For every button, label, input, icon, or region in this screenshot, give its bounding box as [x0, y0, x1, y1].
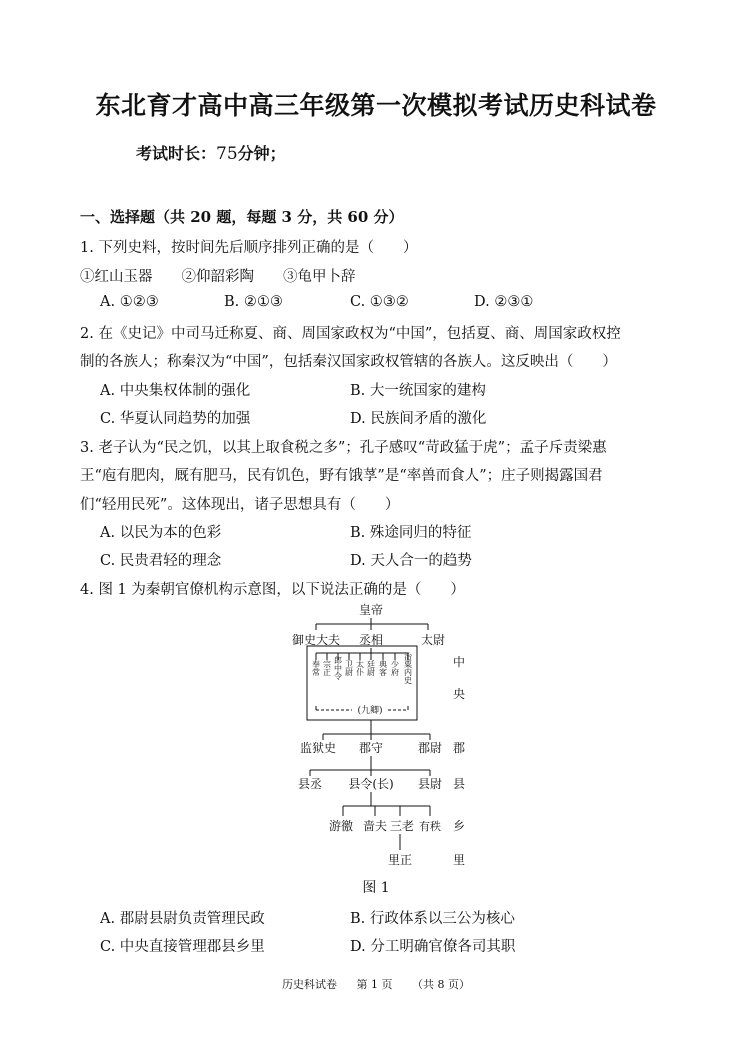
footer-page: 第 1 页 — [356, 978, 393, 991]
node-youzhi: 有秩 — [419, 820, 441, 833]
node-sanlao: 三老 — [389, 819, 415, 833]
level-label-zhong: 中 — [452, 655, 466, 669]
question-3-option-b: B. 殊途同归的特征 — [350, 525, 472, 541]
level-label-xiang: 乡 — [452, 819, 466, 833]
node-xiancheng: 县丞 — [297, 777, 323, 791]
footer-total: （共 8 页） — [412, 978, 470, 991]
question-4-option-c: C. 中央直接管理郡县乡里 — [100, 939, 265, 955]
question-1-option-d: D. ②③① — [474, 294, 534, 310]
question-2-stem-line-2: 制的各族人；称秦汉为“中国”，包括秦汉国家政权管辖的各族人。这反映出（ ） — [80, 354, 617, 370]
node-grand-commandant: 太尉 — [420, 633, 446, 647]
question-3-option-d: D. 天人合一的趋势 — [350, 553, 472, 569]
question-2-option-b: B. 大一统国家的建构 — [350, 383, 486, 399]
question-4-option-a: A. 郡尉县尉负责管理民政 — [100, 911, 265, 927]
node-jianyushi: 监狱史 — [299, 741, 337, 755]
node-emperor: 皇帝 — [358, 603, 384, 617]
minister-zongzheng: 宗正 — [322, 660, 332, 676]
node-sefu: 啬夫 — [362, 819, 388, 833]
footer-subject: 历史科试卷 — [282, 978, 337, 991]
question-1-option-c: C. ①③② — [350, 294, 409, 310]
question-3-stem-line-2: 王“庖有肥肉，厩有肥马，民有饥色，野有饿莩”是“率兽而食人”；庄子则揭露国君 — [80, 468, 603, 484]
node-imperial-censor: 御史大夫 — [291, 633, 341, 647]
question-3-stem-line-3: 们“轻用民死”。这体现出，诸子思想具有（ ） — [80, 497, 400, 513]
level-label-li: 里 — [452, 853, 466, 867]
level-label-yang: 央 — [452, 687, 466, 701]
level-label-jun: 郡 — [452, 741, 466, 755]
node-lizheng: 里正 — [387, 853, 413, 867]
minister-langzhongling: 郎中令 — [333, 656, 343, 680]
question-2-stem-line-1: 2. 在《史记》中司马迁称夏、商、周国家政权为“中国”，包括夏、商、周国家政权控 — [80, 326, 621, 342]
question-1-option-b: B. ②①③ — [224, 294, 283, 310]
nine-ministers-label: (九卿) — [357, 706, 383, 716]
question-3-stem-line-1: 3. 老子认为“民之饥，以其上取食税之多”；孔子感叹“苛政猛于虎”；孟子斥责梁惠 — [80, 440, 607, 456]
qin-bureaucracy-diagram — [0, 598, 752, 898]
node-youjiao: 游徼 — [328, 819, 354, 833]
question-4-option-d: D. 分工明确官僚各司其职 — [350, 939, 516, 955]
level-label-xian: 县 — [452, 777, 466, 791]
minister-zhisuneishi: 治粟内史 — [403, 652, 413, 684]
exam-duration-unit: 分钟； — [237, 144, 286, 163]
exam-duration-value: 75 — [216, 144, 238, 164]
page-footer — [0, 976, 752, 992]
minister-weiwei: 卫尉 — [344, 660, 354, 676]
minister-dianke: 典客 — [378, 660, 388, 676]
question-4-option-b: B. 行政体系以三公为核心 — [350, 911, 515, 927]
question-1-option-a: A. ①②③ — [100, 294, 159, 310]
node-xianwei: 县尉 — [417, 777, 443, 791]
question-3-option-c: C. 民贵君轻的理念 — [100, 553, 222, 569]
question-2-option-d: D. 民族间矛盾的激化 — [350, 411, 487, 427]
minister-shaofu: 少府 — [390, 660, 400, 676]
node-chancellor: 丞相 — [358, 633, 384, 647]
node-xianling: 县令(长) — [348, 777, 394, 791]
question-2-option-c: C. 华夏认同趋势的加强 — [100, 411, 251, 427]
question-3-option-a: A. 以民为本的色彩 — [100, 525, 222, 541]
question-4-stem: 4. 图 1 为秦朝官僚机构示意图，以下说法正确的是（ ） — [80, 582, 465, 598]
exam-duration-label: 考试时长： — [136, 144, 217, 163]
exam-title: 东北育才高中高三年级第一次模拟考试历史科试卷 — [95, 91, 657, 120]
question-1-stem: 1. 下列史料，按时间先后顺序排列正确的是（ ） — [80, 240, 418, 256]
node-junwei: 郡尉 — [417, 741, 443, 755]
figure-caption: 图 1 — [362, 880, 390, 896]
minister-tingwei: 廷尉 — [366, 660, 376, 676]
question-1-sources: ①红山玉器 ②仰韶彩陶 ③龟甲卜辞 — [80, 269, 356, 285]
section-heading: 一、选择题（共 20 题，每题 3 分，共 60 分） — [80, 208, 404, 226]
node-junshou: 郡守 — [358, 741, 384, 755]
minister-fengchang: 奉常 — [311, 660, 321, 676]
question-2-option-a: A. 中央集权体制的强化 — [100, 383, 251, 399]
exam-duration — [136, 141, 286, 164]
minister-taipu: 太仆 — [355, 660, 365, 676]
